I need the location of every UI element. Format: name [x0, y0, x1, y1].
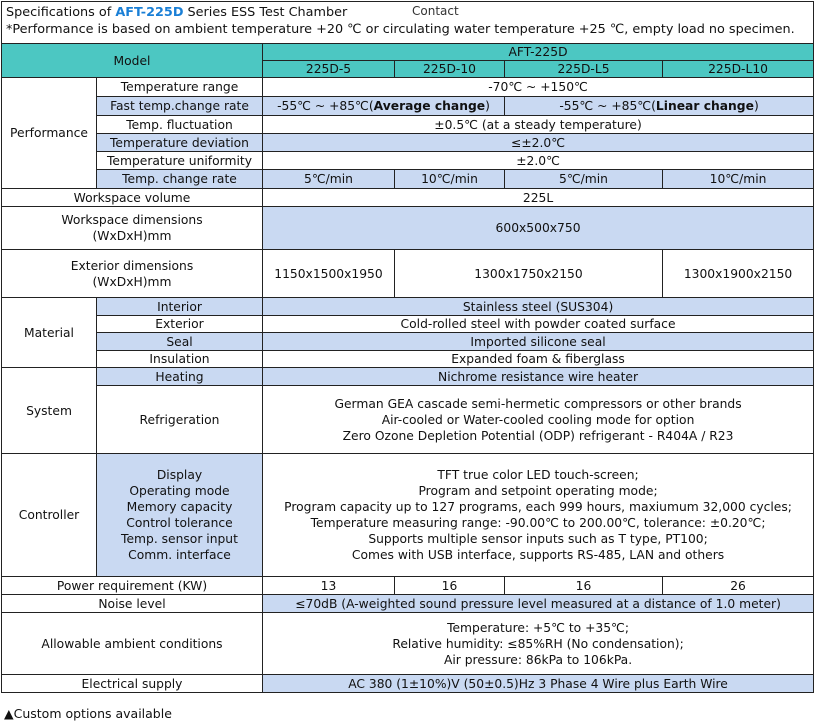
electrical-label: Electrical supply: [2, 675, 263, 693]
power-225d-5: 13: [263, 577, 395, 595]
fast-rate-linear: -55℃ ~ +85℃(Linear change): [505, 97, 814, 116]
power-225d-l10: 26: [663, 577, 814, 595]
power-label: Power requirement (KW): [2, 577, 263, 595]
system-label: System: [2, 368, 97, 454]
exterior-dims-225d-5: 1150x1500x1950: [263, 250, 395, 298]
heating-value: Nichrome resistance wire heater: [263, 368, 814, 386]
custom-options-note: ▲Custom options available: [4, 706, 172, 721]
variant-225d-l5: 225D-L5: [505, 61, 663, 78]
variant-225d-5: 225D-5: [263, 61, 395, 78]
fast-rate-label: Fast temp.change rate: [97, 97, 263, 116]
power-225d-10: 16: [395, 577, 505, 595]
model-name: AFT-225D: [115, 5, 184, 20]
electrical-value: AC 380 (1±10%)V (50±0.5)Hz 3 Phase 4 Wire plus Earth Wire: [263, 675, 814, 693]
workspace-dims-label: Workspace dimensions (WxDxH)mm: [2, 207, 263, 250]
exterior-dims-225d-l10: 1300x1900x2150: [663, 250, 814, 298]
deviation-value: ≤±2.0℃: [263, 134, 814, 152]
contact-link[interactable]: Contact: [412, 4, 459, 18]
power-225d-l5: 16: [505, 577, 663, 595]
change-rate-225d-10: 10℃/min: [395, 170, 505, 189]
page-title: Specifications of AFT-225D Series ESS Test Chamber: [6, 5, 348, 20]
material-exterior-value: Cold-rolled steel with powder coated surface: [263, 316, 814, 333]
controller-items: Display Operating mode Memory capacity Control tolerance Temp. sensor input Comm. interface: [97, 454, 263, 577]
material-interior-value: Stainless steel (SUS304): [263, 298, 814, 316]
heating-label: Heating: [97, 368, 263, 386]
change-rate-225d-l5: 5℃/min: [505, 170, 663, 189]
exterior-dims-label: Exterior dimensions (WxDxH)mm: [2, 250, 263, 298]
fluctuation-label: Temp. fluctuation: [97, 116, 263, 134]
model-series: AFT-225D: [263, 44, 814, 61]
refrigeration-value: German GEA cascade semi-hermetic compressors or other brands Air-cooled or Water-cooled cooling mode for option Zero Ozone Depletion Potential (ODP) refrigerant - R404A / R23: [263, 386, 814, 454]
change-rate-225d-5: 5℃/min: [263, 170, 395, 189]
workspace-dims-value: 600x500x750: [263, 207, 814, 250]
change-rate-225d-l10: 10℃/min: [663, 170, 814, 189]
uniformity-value: ±2.0℃: [263, 152, 814, 170]
fast-rate-average: -55℃ ~ +85℃(Average change): [263, 97, 505, 116]
variant-225d-l10: 225D-L10: [663, 61, 814, 78]
refrigeration-label: Refrigeration: [97, 386, 263, 454]
temp-range-label: Temperature range: [97, 78, 263, 97]
model-label: Model: [2, 44, 263, 78]
material-seal-value: Imported silicone seal: [263, 333, 814, 351]
controller-values: TFT true color LED touch-screen; Program and setpoint operating mode; Program capacity up to 127 programs, each 999 hours, maxiumum 32,000 cycles; Temperature measuring range: -90.00℃ to 200.00℃, tolerance: ±0.20℃; Supports multiple sensor inputs such as T type, PT100; Comes with USB interface, supports RS-485, LAN and others: [263, 454, 814, 577]
workspace-volume-label: Workspace volume: [2, 189, 263, 207]
performance-label: Performance: [2, 78, 97, 189]
fluctuation-value: ±0.5℃ (at a steady temperature): [263, 116, 814, 134]
exterior-dims-225d-10-l5: 1300x1750x2150: [395, 250, 663, 298]
uniformity-label: Temperature uniformity: [97, 152, 263, 170]
deviation-label: Temperature deviation: [97, 134, 263, 152]
material-insulation-label: Insulation: [97, 351, 263, 368]
material-seal-label: Seal: [97, 333, 263, 351]
workspace-volume-value: 225L: [263, 189, 814, 207]
change-rate-label: Temp. change rate: [97, 170, 263, 189]
spec-table: [1, 1, 814, 693]
controller-label: Controller: [2, 454, 97, 577]
variant-225d-10: 225D-10: [395, 61, 505, 78]
material-interior-label: Interior: [97, 298, 263, 316]
material-label: Material: [2, 298, 97, 368]
noise-value: ≤70dB (A-weighted sound pressure level measured at a distance of 1.0 meter): [263, 595, 814, 613]
header-cell: [2, 2, 814, 44]
material-insulation-value: Expanded foam & fiberglass: [263, 351, 814, 368]
material-exterior-label: Exterior: [97, 316, 263, 333]
ambient-value: Temperature: +5℃ to +35℃; Relative humidity: ≤85%RH (No condensation); Air pressure: 86kPa to 106kPa.: [263, 613, 814, 675]
performance-note: *Performance is based on ambient temperature +20 ℃ or circulating water temperature +25 ℃, empty load no specimen.: [6, 22, 795, 37]
temp-range-value: -70℃ ~ +150℃: [263, 78, 814, 97]
ambient-label: Allowable ambient conditions: [2, 613, 263, 675]
noise-label: Noise level: [2, 595, 263, 613]
